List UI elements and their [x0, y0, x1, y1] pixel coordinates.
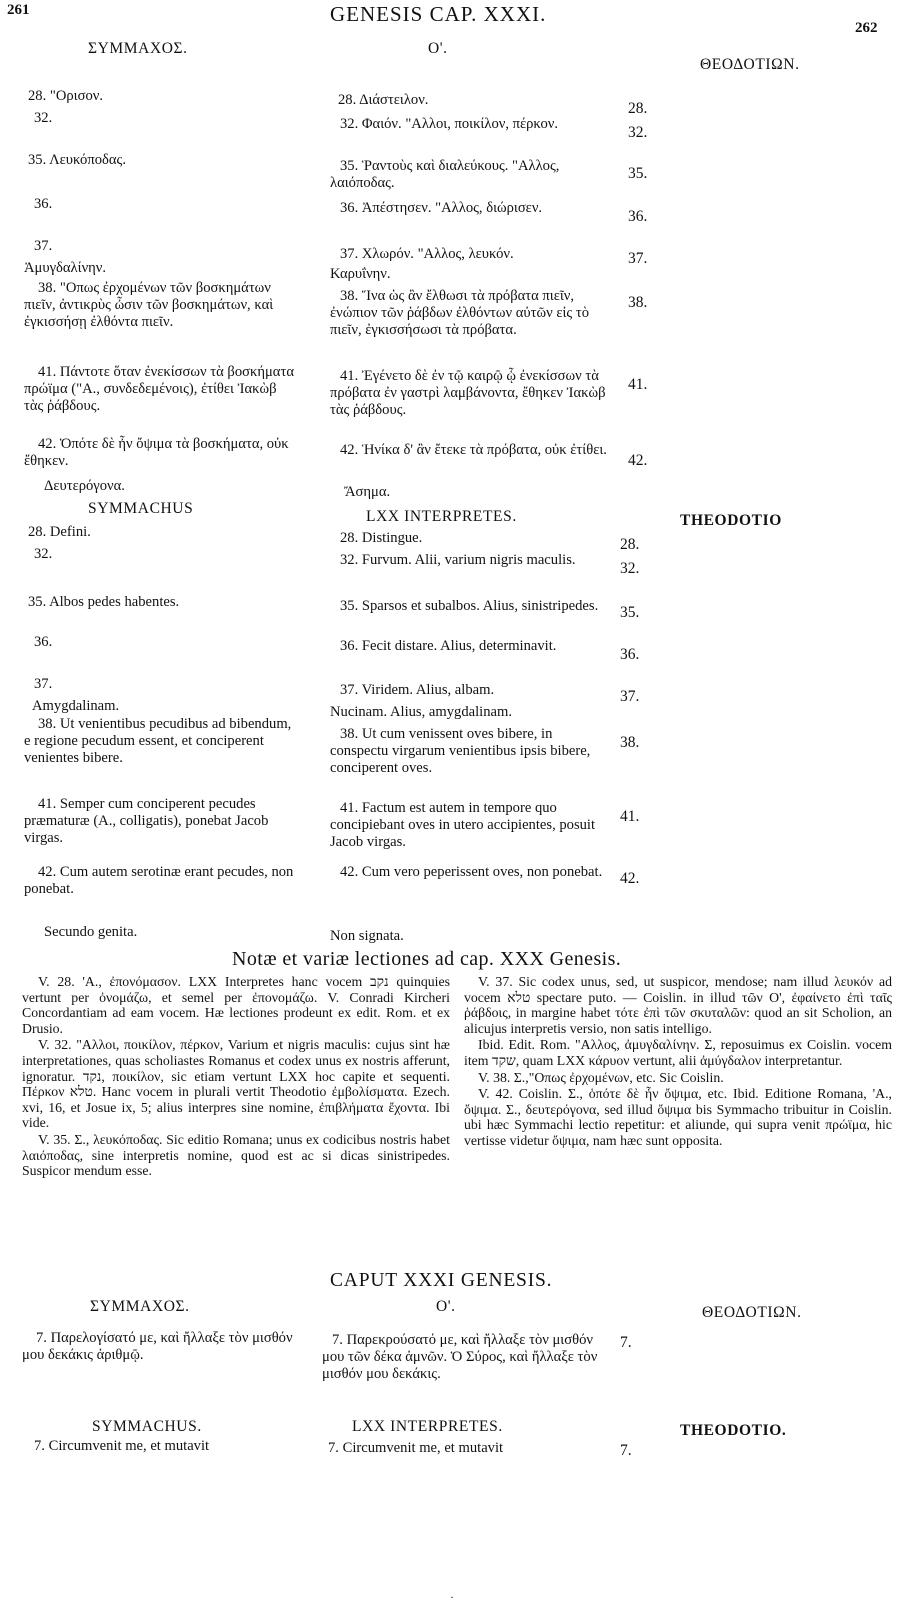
greek-lxx-entry: 42. Ἡνίκα δ' ἂν ἔτεκε τὰ πρόβατα, οὐκ ἐτίθει. [340, 442, 607, 458]
chapter-latin-symmachus-verse: 7. Circumvenit me, et mutavit [34, 1438, 210, 1454]
greek-theodotion-header: ΘΕΟΔΟΤΙΩΝ. [700, 56, 800, 73]
chapter-greek-theodotion-number: 7. [620, 1334, 632, 1351]
latin-theodotion-number: 35. [620, 604, 640, 621]
note-paragraph: V. 38. Σ.,"Οπως ἐρχομένων, etc. Sic Coislin. [478, 1069, 724, 1085]
latin-symmachus-entry: Amygdalinam. [32, 698, 120, 714]
latin-lxx-header: LXX INTERPRETES. [366, 508, 517, 525]
latin-theodotion-number: 37. [620, 688, 640, 705]
greek-lxx-entry: 35. Ῥαντοὺς καὶ διαλεύκους. "Αλλος, λαιόποδας. [330, 158, 560, 191]
chapter-greek-symmachus-verse: 7. Παρελογίσατό με, καὶ ἤλλαξε τὸν μισθόν μου δεκάκις ἀριθμῷ. [22, 1330, 293, 1363]
latin-lxx-entry: 37. Viridem. Alius, albam. [340, 682, 495, 698]
footer-mark: · [450, 1590, 454, 1604]
latin-lxx-entry: Non signata. [330, 928, 404, 944]
notes-right-column [464, 974, 892, 1150]
latin-symmachus-entry: 37. [34, 676, 53, 692]
greek-lxx-entry: 38. Ἵνα ὡς ἂν ἔλθωσι τὰ πρόβατα πιεῖν, ἐνώπιον τῶν ῥάβδων ἐλθόντων αὐτῶν εἰς τὸ πιεῖν, ἐγκισσήσωσι τὰ πρόβατα. [330, 288, 590, 338]
page-number-left: 261 [7, 2, 30, 18]
greek-lxx-entry: Καρυΐνην. [330, 266, 391, 282]
chapter-latin-symmachus-header: SYMMACHUS. [92, 1418, 202, 1435]
latin-lxx-entry: 38. Ut cum venissent oves bibere, in conspectu virgarum venientibus ipsis bibere, conciperent oves. [330, 726, 591, 776]
note-paragraph: V. 42. Coislin. Σ., ὁπότε δὲ ἦν ὄψιμα, etc. Ibid. Editione Romana, 'Α., ὄψιμα. Σ., δευτερόγονα, sed illud ὄψιμα bis Symmacho tribuitur in Coislin. ubi hæc Symmachi lectio repetitur: et aliunde, qui supra venit πρώϊμα, hic vertisse videtur ὄψιμα, nam hæc sunt opposita. [464, 1086, 892, 1148]
latin-lxx-entry: 28. Distingue. [340, 530, 423, 546]
latin-symmachus-entry: 42. Cum autem serotinæ erant pecudes, non ponebat. [24, 864, 294, 897]
latin-lxx-entry: Nucinam. Alius, amygdalinam. [330, 704, 512, 720]
greek-theodotion-number: 41. [628, 376, 648, 393]
latin-theodotion-number: 41. [620, 808, 640, 825]
latin-symmachus-entry: 32. [34, 546, 53, 562]
latin-lxx-entry: 32. Furvum. Alii, varium nigris maculis. [340, 552, 576, 568]
chapter-greek-theodotion-header: ΘΕΟΔΟΤΙΩΝ. [702, 1304, 802, 1321]
greek-lxx-entry: 28. Διάστειλον. [338, 92, 429, 108]
note-paragraph: V. 35. Σ., λευκόποδας. Sic editio Romana; unus ex codicibus nostris habet λαιόποδας, sine interpretis nomine, quod est ac si dicas sinistripedes. Suspicor mendum esse. [22, 1131, 450, 1179]
latin-symmachus-entry: 35. Albos pedes habentes. [28, 594, 180, 610]
greek-theodotion-number: 32. [628, 124, 648, 141]
greek-lxx-entry: 37. Χλωρόν. "Αλλος, λευκόν. [340, 246, 514, 262]
chapter-latin-lxx-header: LXX INTERPRETES. [352, 1418, 503, 1435]
latin-theodotion-number: 42. [620, 870, 640, 887]
greek-theodotion-number: 42. [628, 452, 648, 469]
notes-heading: Notæ et variæ lectiones ad cap. XXX Genesis. [232, 948, 622, 970]
greek-symmachus-entry: 42. Ὁπότε δὲ ἦν ὄψιμα τὰ βοσκήματα, οὐκ ἔθηκεν. [24, 436, 289, 469]
latin-lxx-entry: 41. Factum est autem in tempore quo concipiebant oves in utero accipientes, posuit Jacob virgas. [330, 800, 596, 850]
page-number-right: 262 [855, 20, 878, 36]
latin-symmachus-entry: 28. Defini. [28, 524, 91, 540]
greek-theodotion-number: 28. [628, 100, 648, 117]
greek-symmachus-entry: Ἀμυγδαλίνην. [24, 260, 107, 276]
greek-symmachus-entry: 32. [34, 110, 53, 126]
greek-theodotion-number: 37. [628, 250, 648, 267]
chapter-greek-lxx-header: Ο'. [436, 1298, 456, 1315]
greek-theodotion-number: 38. [628, 294, 648, 311]
greek-symmachus-entry: 38. "Οπως ἐρχομένων τῶν βοσκημάτων πιεῖν, ἀντικρὺς ὦσιν τῶν βοσκημάτων, καὶ ἐγκισσήσῃ ἐλθόντα πιεῖν. [24, 280, 274, 330]
latin-theodotion-number: 38. [620, 734, 640, 751]
notes-left-column [22, 974, 450, 1180]
greek-symmachus-entry: 35. Λευκόποδας. [28, 152, 126, 168]
latin-symmachus-entry: 36. [34, 634, 53, 650]
greek-symmachus-entry: 41. Πάντοτε ὅταν ἐνεκίσσων τὰ βοσκήματα πρώϊμα ("Α., συνδεδεμένοις), ἐτίθει Ἰακὼβ τὰς ῥάβδους. [24, 364, 294, 414]
latin-theodotion-number: 32. [620, 560, 640, 577]
greek-lxx-entry: 36. Ἀπέστησεν. "Αλλος, διώρισεν. [340, 200, 543, 216]
greek-symmachus-entry: Δευτερόγονα. [44, 478, 125, 494]
latin-symmachus-entry: Secundo genita. [44, 924, 138, 940]
greek-symmachus-header: ΣΥΜΜΑΧΟΣ. [88, 40, 188, 57]
greek-lxx-entry: 41. Ἐγένετο δὲ ἐν τῷ καιρῷ ᾧ ἐνεκίσσων τὰ πρόβατα ἐν γαστρὶ λαμβάνοντα, ἔθηκεν Ἰακὼβ τὰς ῥάβδους. [330, 368, 606, 418]
greek-theodotion-number: 35. [628, 165, 648, 182]
greek-lxx-entry: 32. Φαιόν. "Αλλοι, ποικίλον, πέρκον. [340, 116, 558, 132]
note-paragraph: V. 32. "Αλλοι, ποικίλον, πέρκον, Varium et nigris maculis: cujus sint hæ interpretationes, quas scholiastes Romanus et codex unus ex nostris afferunt, ignoratur. נקד, ποικίλον, sic etiam vertunt LXX hoc capite et sequenti. Πέρκον טלא. Hanc vocem in plurali vertit Theodotio ἐμβολίσματα. Ezech. xvi, 16, et Josue ix, 5; alius interpres sine nomine, ἐπιβλήματα ἔχοντα. Ibi vide. [22, 1037, 450, 1131]
chapter-latin-lxx-verse: 7. Circumvenit me, et mutavit [328, 1440, 504, 1456]
latin-theodotion-number: 28. [620, 536, 640, 553]
greek-symmachus-entry: 36. [34, 196, 53, 212]
greek-lxx-entry: Ἄσημα. [344, 484, 391, 500]
note-paragraph: Ibid. Edit. Rom. "Αλλος, ἀμυγδαλίνην. Σ, reposuimus ex Coislin. vocem item שקד, quam LXX κάρυον vertunt, alii ἀμύγδαλον interpretantur. [464, 1037, 892, 1068]
latin-lxx-entry: 36. Fecit distare. Alius, determinavit. [340, 638, 557, 654]
note-paragraph: V. 28. 'Α., ἐπονόμασον. LXX Interpretes hanc vocem נקב quinquies vertunt per ὀνομάζω, et semel per ἐπονομάζω. V. Conradi Kircheri Concordantiam ad eam vocem. Hæ lectiones prodeunt ex edit. Rom. et ex Drusio. [22, 974, 450, 1036]
chapter-heading: CAPUT XXXI GENESIS. [330, 1270, 553, 1291]
greek-symmachus-entry: 37. [34, 238, 53, 254]
chapter-latin-theodotion-header: THEODOTIO. [680, 1422, 787, 1439]
greek-lxx-header: Ο'. [428, 40, 448, 57]
chapter-greek-lxx-verse: 7. Παρεκρούσατό με, καὶ ἤλλαξε τὸν μισθόν μου τῶν δέκα ἀμνῶν. Ὁ Σύρος, καὶ ἤλλαξε τὸν μισθόν μου δεκάκις. [322, 1332, 598, 1382]
latin-lxx-entry: 42. Cum vero peperissent oves, non ponebat. [340, 864, 603, 880]
note-paragraph: V. 37. Sic codex unus, sed, ut suspicor, mendose; nam illud λευκόν ad vocem טלא spectare puto. — Coislin. in illud τῶν Ο', ἐφαίνετο ἐπὶ ταῖς ῥάβδοις, in margine habet τότε ἐπὶ τῶν σκυταλῶν: quod an sit Scholion, an alicujus interpretis versio, non satis intelligo. [464, 974, 892, 1036]
latin-theodotion-number: 36. [620, 646, 640, 663]
latin-theodotion-header: THEODOTIO [680, 512, 782, 529]
chapter-latin-theodotion-number: 7. [620, 1442, 632, 1459]
running-head: GENESIS CAP. XXXI. [330, 2, 547, 26]
latin-symmachus-entry: 38. Ut venientibus pecudibus ad bibendum, e regione pecudum essent, et conciperent venientes bibere. [24, 716, 292, 766]
latin-symmachus-header: SYMMACHUS [88, 500, 194, 517]
latin-lxx-entry: 35. Sparsos et subalbos. Alius, sinistripedes. [340, 598, 599, 614]
latin-symmachus-entry: 41. Semper cum conciperent pecudes præmaturæ (A., colligatis), ponebat Jacob virgas. [24, 796, 269, 846]
greek-theodotion-number: 36. [628, 208, 648, 225]
chapter-greek-symmachus-header: ΣΥΜΜΑΧΟΣ. [90, 1298, 190, 1315]
greek-symmachus-entry: 28. "Ορισον. [28, 88, 104, 104]
